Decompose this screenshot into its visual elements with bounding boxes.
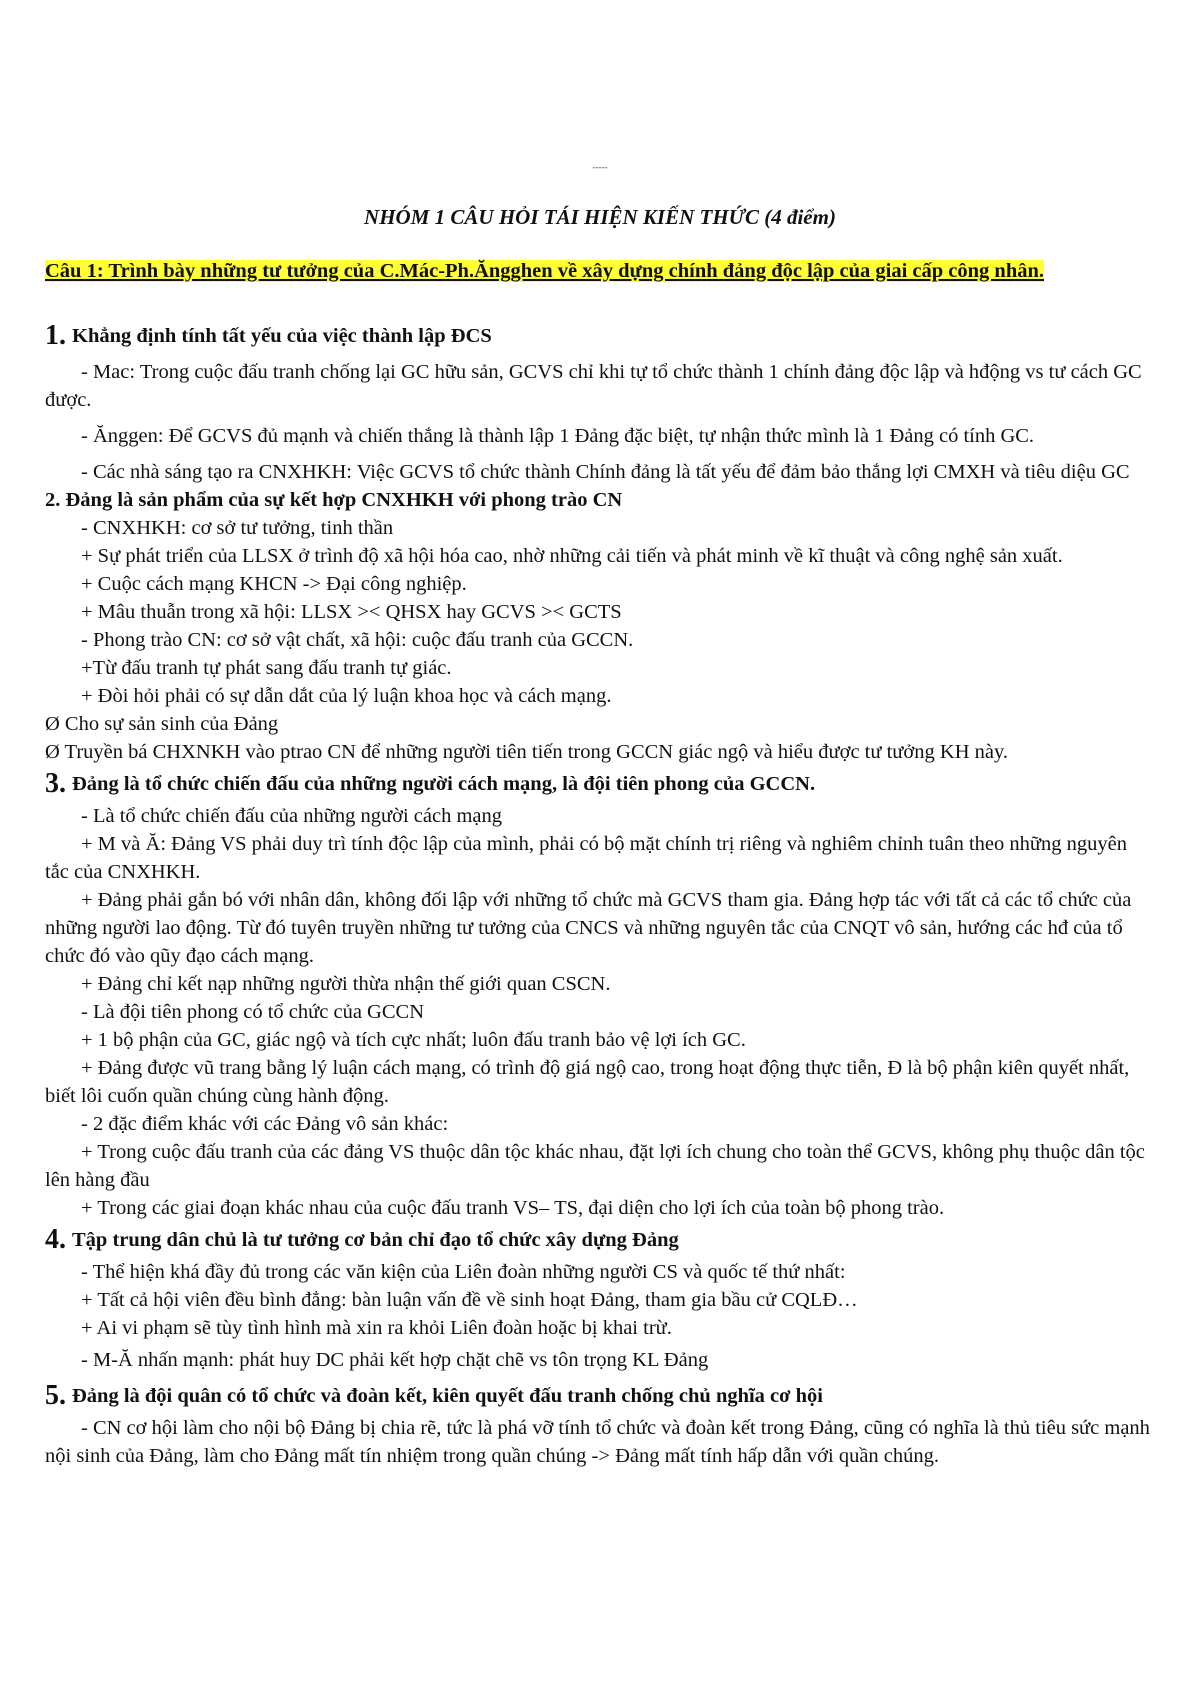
paragraph: + Đảng chỉ kết nạp những người thừa nhận thế giới quan CSCN. xyxy=(81,973,611,995)
paragraph: - Là tổ chức chiến đấu của những người cách mạng xyxy=(81,805,502,827)
paragraph: + Cuộc cách mạng KHCN -> Đại công nghiệp. xyxy=(81,573,467,595)
paragraph: + Mâu thuẫn trong xã hội: LLSX >< QHSX hay GCVS >< GCTS xyxy=(81,601,622,623)
paragraph: + Đảng phải gắn bó với nhân dân, không đối lập với những tổ chức mà GCVS tham gia. Đảng hợp tác với tất cả các tổ chức của những người lao động. Từ đó tuyên truyền những tư tưởng của CNCS và những nguyên tắc của CNQT vô sản, hướng các hđ của tổ chức đó vào qũy đạo cách mạng. xyxy=(45,889,1132,967)
section-2-heading: 2. Đảng là sản phẩm của sự kết hợp CNXHKH với phong trào CN xyxy=(45,489,623,511)
paragraph: + Trong các giai đoạn khác nhau của cuộc đấu tranh VS– TS, đại diện cho lợi ích của toàn bộ phong trào. xyxy=(81,1197,945,1219)
paragraph: + Tất cả hội viên đều bình đẳng: bàn luận vấn đề về sinh hoạt Đảng, tham gia bầu cử CQLĐ… xyxy=(81,1289,858,1311)
paragraph: + Đòi hỏi phải có sự dẫn dắt của lý luận khoa học và cách mạng. xyxy=(81,685,612,707)
paragraph: - CN cơ hội làm cho nội bộ Đảng bị chia rẽ, tức là phá vỡ tính tổ chức và đoàn kết trong Đảng, cũng có nghĩa là thủ tiêu sức mạnh nội sinh của Đảng, làm cho Đảng mất tín nhiệm trong quần chúng -> Đảng mất tính hấp dẫn với quần chúng. xyxy=(45,1417,1150,1467)
document-body xyxy=(45,322,1155,1470)
paragraph: + Đảng được vũ trang bằng lý luận cách mạng, có trình độ giá ngộ cao, trong hoạt động thực tiễn, Đ là bộ phận kiên quyết nhất, biết lôi cuốn quần chúng cùng hành động. xyxy=(45,1057,1130,1107)
paragraph: + Trong cuộc đấu tranh của các đảng VS thuộc dân tộc khác nhau, đặt lợi ích chung cho toàn thể GCVS, không phụ thuộc dân tộc lên hàng đầu xyxy=(45,1141,1145,1191)
paragraph: - Phong trào CN: cơ sở vật chất, xã hội: cuộc đấu tranh của GCCN. xyxy=(81,629,634,651)
paragraph: Ø Truyền bá CHXNKH vào ptrao CN để những người tiên tiến trong GCCN giác ngộ và hiểu được tư tưởng KH này. xyxy=(45,741,1009,763)
section-1-heading: 1. Khẳng định tính tất yếu của việc thành lập ĐCS xyxy=(45,320,492,351)
section-4-heading: 4. Tập trung dân chủ là tư tưởng cơ bản chỉ đạo tổ chức xây dựng Đảng xyxy=(45,1224,679,1255)
paragraph: - Là đội tiên phong có tổ chức của GCCN xyxy=(81,1001,425,1023)
paragraph: - Ănggen: Để GCVS đủ mạnh và chiến thắng là thành lập 1 Đảng đặc biệt, tự nhận thức mình là 1 Đảng có tính GC. xyxy=(81,425,1035,447)
paragraph: Ø Cho sự sản sinh của Đảng xyxy=(45,713,279,735)
paragraph: + M và Ă: Đảng VS phải duy trì tính độc lập của mình, phải có bộ mặt chính trị riêng và nghiêm chỉnh tuân theo những nguyên tắc của CNXHKH. xyxy=(45,833,1127,883)
paragraph: + Sự phát triển của LLSX ở trình độ xã hội hóa cao, nhờ những cải tiến và phát minh về kĩ thuật và công nghệ sản xuất. xyxy=(81,545,1063,567)
question-text: Câu 1: Trình bày những tư tưởng của C.Mác-Ph.Ăngghen về xây dựng chính đảng độc lập của giai cấp công nhân. xyxy=(45,260,1045,282)
paragraph: - 2 đặc điểm khác với các Đảng vô sản khác: xyxy=(81,1113,449,1135)
section-5-heading: 5. Đảng là đội quân có tổ chức và đoàn kết, kiên quyết đấu tranh chống chủ nghĩa cơ hội xyxy=(45,1380,823,1411)
paragraph: - CNXHKH: cơ sở tư tưởng, tinh thần xyxy=(81,517,394,539)
paragraph: - Thể hiện khá đầy đủ trong các văn kiện của Liên đoàn những người CS và quốc tế thứ nhất: xyxy=(81,1261,846,1283)
paragraph: - Các nhà sáng tạo ra CNXHKH: Việc GCVS tổ chức thành Chính đảng là tất yếu để đảm bảo thắng lợi CMXH và tiêu diệu GC xyxy=(81,461,1130,483)
page-title: NHÓM 1 CÂU HỎI TÁI HIỆN KIẾN THỨC (4 điểm) xyxy=(364,205,836,229)
paragraph: - Mac: Trong cuộc đấu tranh chống lại GC hữu sản, GCVS chỉ khi tự tổ chức thành 1 chính đảng độc lập và hđộng vs tư cách GC được. xyxy=(45,361,1142,411)
paragraph: + Ai vi phạm sẽ tùy tình hình mà xin ra khỏi Liên đoàn hoặc bị khai trừ. xyxy=(81,1317,672,1339)
section-3-heading: 3. Đảng là tổ chức chiến đấu của những người cách mạng, là đội tiên phong của GCCN. xyxy=(45,768,816,799)
paragraph: + 1 bộ phận của GC, giác ngộ và tích cực nhất; luôn đấu tranh bảo vệ lợi ích GC. xyxy=(81,1029,746,1051)
paragraph: +Từ đấu tranh tự phát sang đấu tranh tự giác. xyxy=(81,657,452,679)
question-heading xyxy=(45,258,1150,285)
paragraph: - M-Ă nhấn mạnh: phát huy DC phải kết hợp chặt chẽ vs tôn trọng KL Đảng xyxy=(81,1349,709,1371)
header-mark: ----- xyxy=(592,162,608,172)
